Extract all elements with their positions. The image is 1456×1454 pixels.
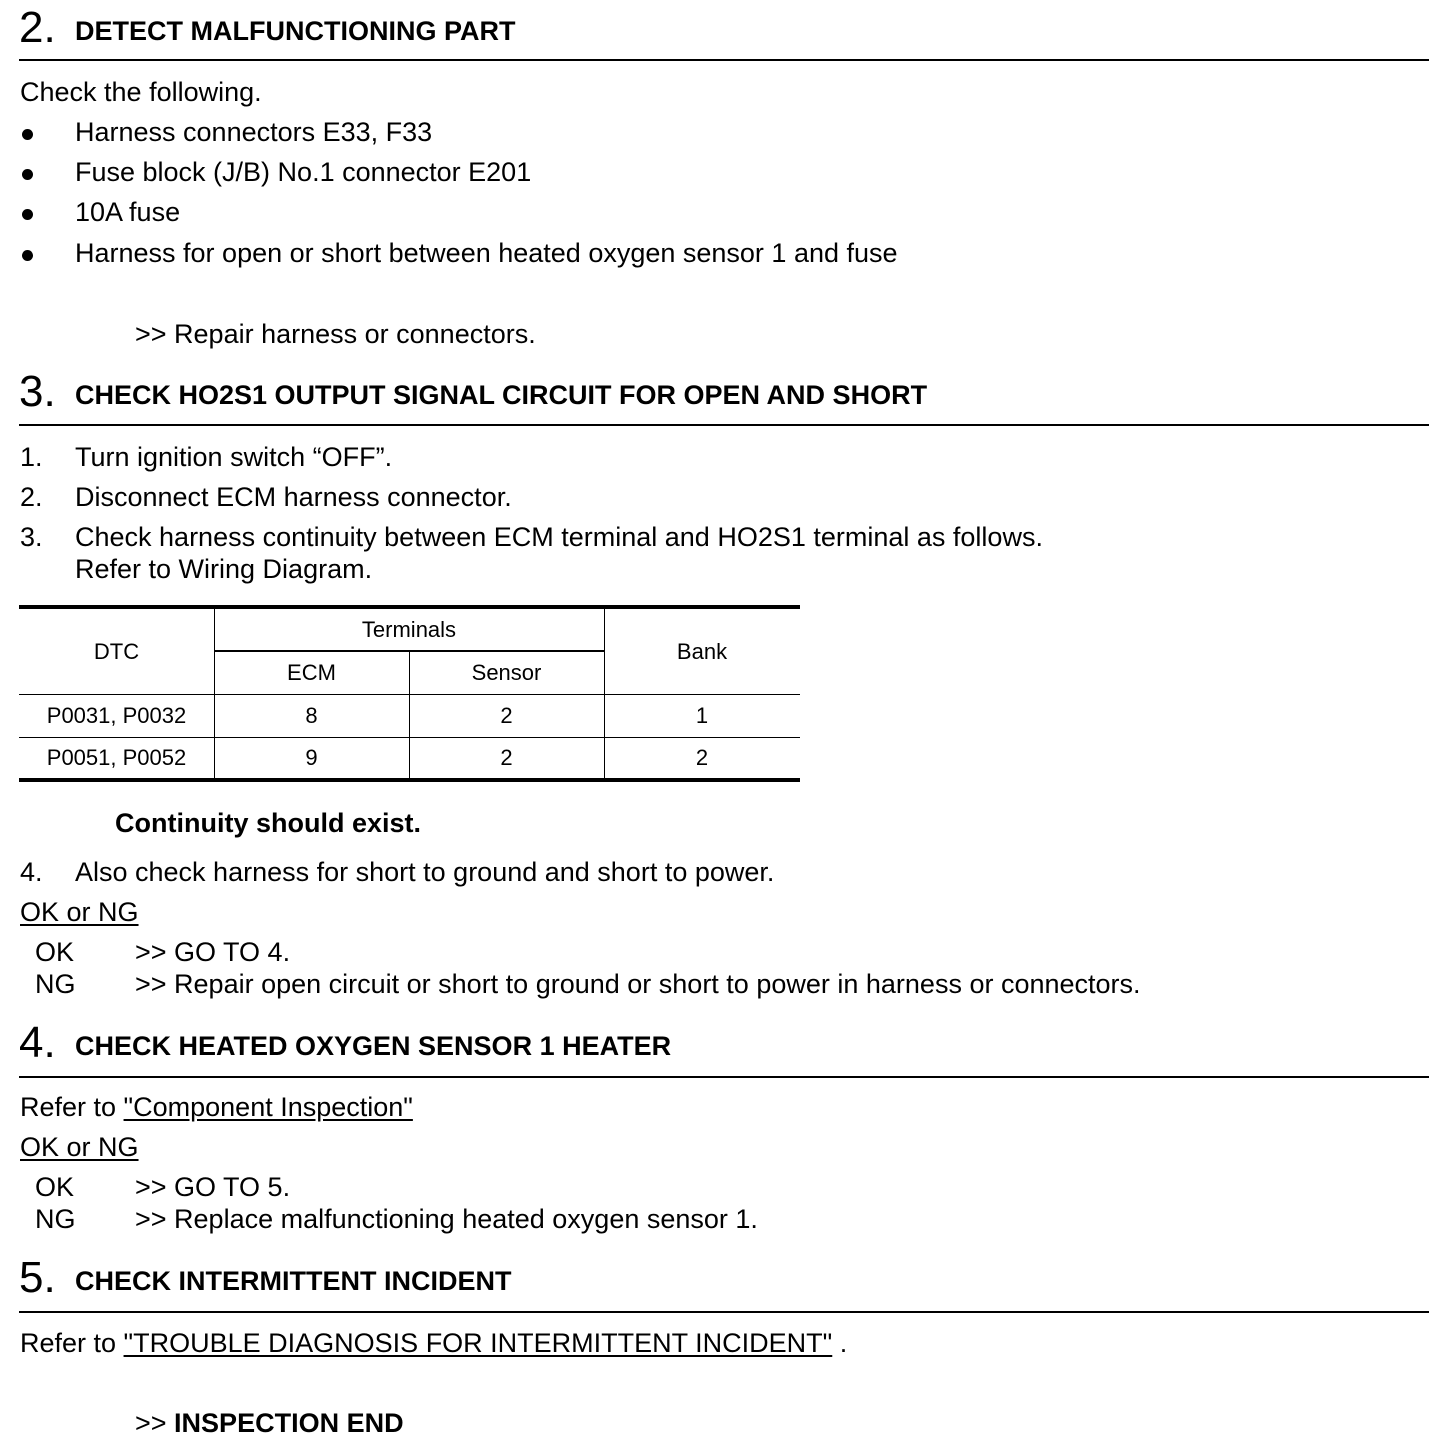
step-3-rule bbox=[19, 424, 1429, 426]
step-3-item-3-num: 3. bbox=[20, 522, 43, 552]
table-cell-ecm: 9 bbox=[305, 745, 318, 770]
step-4-refer bbox=[20, 1091, 413, 1123]
step-2-bullet-2: Fuse block (J/B) No.1 connector E201 bbox=[75, 157, 532, 187]
step-5-title: CHECK INTERMITTENT INCIDENT bbox=[75, 1266, 512, 1296]
bullet-icon bbox=[22, 209, 33, 220]
step-2-bullet-3: 10A fuse bbox=[75, 197, 181, 227]
step-3-item-2: Disconnect ECM harness connector. bbox=[75, 482, 512, 512]
step-3-item-4-num: 4. bbox=[20, 857, 43, 887]
continuity-note: Continuity should exist. bbox=[115, 808, 422, 838]
step-3-ok-or-ng: OK or NG bbox=[20, 897, 139, 927]
step-4-rule bbox=[19, 1076, 1429, 1078]
table-cell-ecm: 8 bbox=[305, 703, 318, 728]
component-inspection-link[interactable]: "Component Inspection" bbox=[123, 1092, 413, 1122]
step-3-ok-action: >> GO TO 4. bbox=[135, 937, 291, 967]
step-5-refer bbox=[20, 1327, 847, 1359]
step-3-item-3: Check harness continuity between ECM terminal and HO2S1 terminal as follows. bbox=[75, 522, 1043, 552]
bullet-icon bbox=[22, 129, 33, 140]
step-2-intro: Check the following. bbox=[20, 77, 262, 107]
table-cell-sensor: 2 bbox=[500, 745, 513, 770]
table-cell-sensor: 2 bbox=[500, 703, 513, 728]
table-cell-bank: 1 bbox=[695, 703, 709, 728]
step-3-item-1-num: 1. bbox=[20, 442, 43, 472]
table-header-dtc: DTC bbox=[93, 638, 140, 664]
step-5-refer-prefix: Refer to bbox=[20, 1328, 124, 1358]
bullet-icon bbox=[22, 169, 33, 180]
step-3-number: 3. bbox=[19, 367, 56, 416]
table-header-ecm: ECM bbox=[287, 660, 336, 685]
table-cell-dtc: P0031, P0032 bbox=[46, 703, 187, 728]
table-header-terminals: Terminals bbox=[361, 616, 457, 642]
step-3-title: CHECK HO2S1 OUTPUT SIGNAL CIRCUIT FOR OPEN AND SHORT bbox=[75, 380, 928, 410]
continuity-table bbox=[19, 605, 800, 782]
step-2-bullet-4: Harness for open or short between heated oxygen sensor 1 and fuse bbox=[75, 238, 898, 268]
step-3-item-2-num: 2. bbox=[20, 482, 43, 512]
table-cell-dtc: P0051, P0052 bbox=[46, 745, 187, 770]
intermittent-incident-link[interactable]: "TROUBLE DIAGNOSIS FOR INTERMITTENT INCIDENT" bbox=[123, 1328, 833, 1358]
bullet-icon bbox=[22, 250, 33, 261]
table-cell-bank: 2 bbox=[695, 745, 709, 770]
step-4-ng-label: NG bbox=[35, 1204, 76, 1234]
step-3-item-4: Also check harness for short to ground and short to power. bbox=[75, 857, 775, 887]
step-3-item-3-subtext: Refer to Wiring Diagram. bbox=[75, 554, 373, 584]
step-2-rule bbox=[19, 59, 1429, 61]
step-4-refer-prefix: Refer to bbox=[20, 1092, 124, 1122]
table-header-bank: Bank bbox=[676, 638, 728, 664]
inspection-end bbox=[135, 1407, 404, 1439]
step-2-title: DETECT MALFUNCTIONING PART bbox=[75, 16, 516, 46]
step-4-ok-label: OK bbox=[35, 1172, 75, 1202]
step-4-ok-action: >> GO TO 5. bbox=[135, 1172, 291, 1202]
step-4-number: 4. bbox=[19, 1018, 56, 1067]
step-3-item-1: Turn ignition switch “OFF”. bbox=[75, 442, 393, 472]
step-3-ng-label: NG bbox=[35, 969, 76, 999]
step-4-title: CHECK HEATED OXYGEN SENSOR 1 HEATER bbox=[75, 1031, 672, 1061]
step-4-ng-action: >> Replace malfunctioning heated oxygen sensor 1. bbox=[135, 1204, 758, 1234]
step-4-ok-or-ng: OK or NG bbox=[20, 1132, 139, 1162]
step-2-number: 2. bbox=[19, 3, 56, 52]
table-header-sensor: Sensor bbox=[471, 660, 542, 685]
inspection-end-prefix: >> bbox=[135, 1408, 175, 1438]
step-3-ok-label: OK bbox=[35, 937, 75, 967]
step-2-action: >> Repair harness or connectors. bbox=[135, 319, 536, 349]
step-5-rule bbox=[19, 1311, 1429, 1313]
step-5-refer-suffix: . bbox=[832, 1328, 848, 1358]
step-5-number: 5. bbox=[19, 1253, 56, 1302]
step-2-bullet-1: Harness connectors E33, F33 bbox=[75, 117, 433, 147]
step-3-ng-action: >> Repair open circuit or short to ground or short to power in harness or connectors. bbox=[135, 969, 1141, 999]
table-bottom-border bbox=[19, 778, 800, 782]
inspection-end-text: INSPECTION END bbox=[174, 1408, 404, 1438]
